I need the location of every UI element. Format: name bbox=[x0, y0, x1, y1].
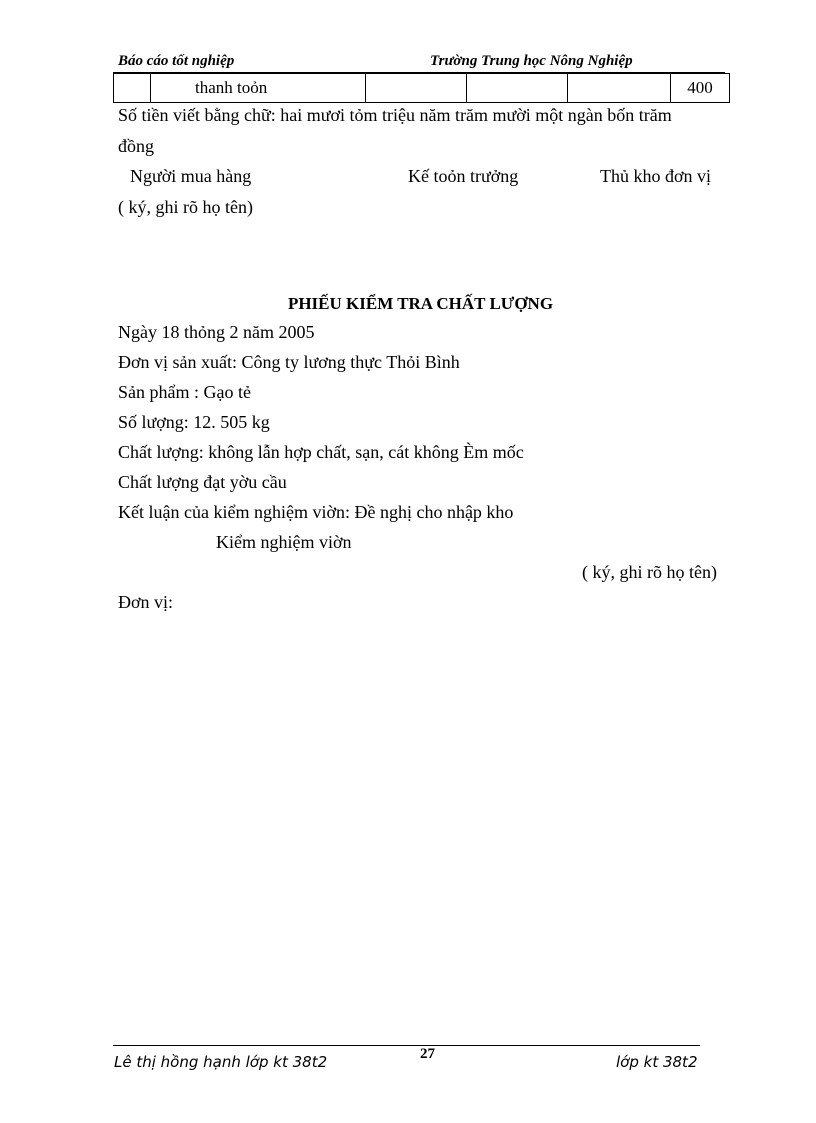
inspection-conclusion: Kết luận của kiểm nghiệm viờn: Đề nghị cho nhập kho bbox=[118, 502, 514, 522]
table-cell bbox=[467, 74, 568, 103]
table-cell bbox=[568, 74, 671, 103]
table-row bbox=[114, 74, 730, 103]
table-cell bbox=[114, 74, 151, 103]
signature-buyer: Người mua hàng bbox=[130, 166, 252, 186]
table-cell-amount: 400 bbox=[671, 74, 730, 103]
table-cell bbox=[366, 74, 467, 103]
header-right: Trường Trung học Nông Nghiệp bbox=[430, 53, 633, 69]
signature-storekeeper: Thủ kho đơn vị bbox=[600, 166, 712, 186]
inspection-unit: Đơn vị: bbox=[118, 592, 174, 612]
inspection-date: Ngày 18 thỏng 2 năm 2005 bbox=[118, 322, 315, 342]
signature-accountant: Kế toỏn trưởng bbox=[408, 166, 519, 186]
amount-in-words-line2: đồng bbox=[118, 136, 154, 156]
inspection-inspector: Kiểm nghiệm viờn bbox=[216, 532, 352, 552]
signature-note: ( ký, ghi rõ họ tên) bbox=[118, 197, 253, 217]
inspection-quantity: Số lượng: 12. 505 kg bbox=[118, 412, 270, 432]
footer-rule bbox=[113, 1045, 700, 1046]
amount-in-words-line1: Số tiền viết bằng chữ: hai mươi tỏm triệu năm trăm mười một ngàn bốn trăm bbox=[118, 105, 672, 125]
inspection-producer: Đơn vị sản xuất: Công ty lương thực Thỏi Bình bbox=[118, 352, 460, 372]
footer-left: Lê thị hồng hạnh lớp kt 38t2 bbox=[114, 1053, 328, 1071]
table-cell-label: thanh toỏn bbox=[151, 74, 366, 103]
inspection-quality-ok: Chất lượng đạt yờu cầu bbox=[118, 472, 287, 492]
inspection-product: Sản phẩm : Gạo tẻ bbox=[118, 382, 251, 402]
inspection-sign-note: ( ký, ghi rõ họ tên) bbox=[582, 562, 717, 582]
inspection-title: PHIẾU KIỂM TRA CHẤT LƯỢNG bbox=[287, 294, 554, 313]
payment-table bbox=[113, 73, 730, 103]
header-left: Báo cáo tốt nghiệp bbox=[118, 53, 235, 69]
inspection-quality: Chất lượng: không lẫn hợp chất, sạn, cát không Èm mốc bbox=[118, 442, 524, 462]
page-number: 27 bbox=[420, 1046, 435, 1062]
footer-right: lớp kt 38t2 bbox=[616, 1053, 698, 1071]
